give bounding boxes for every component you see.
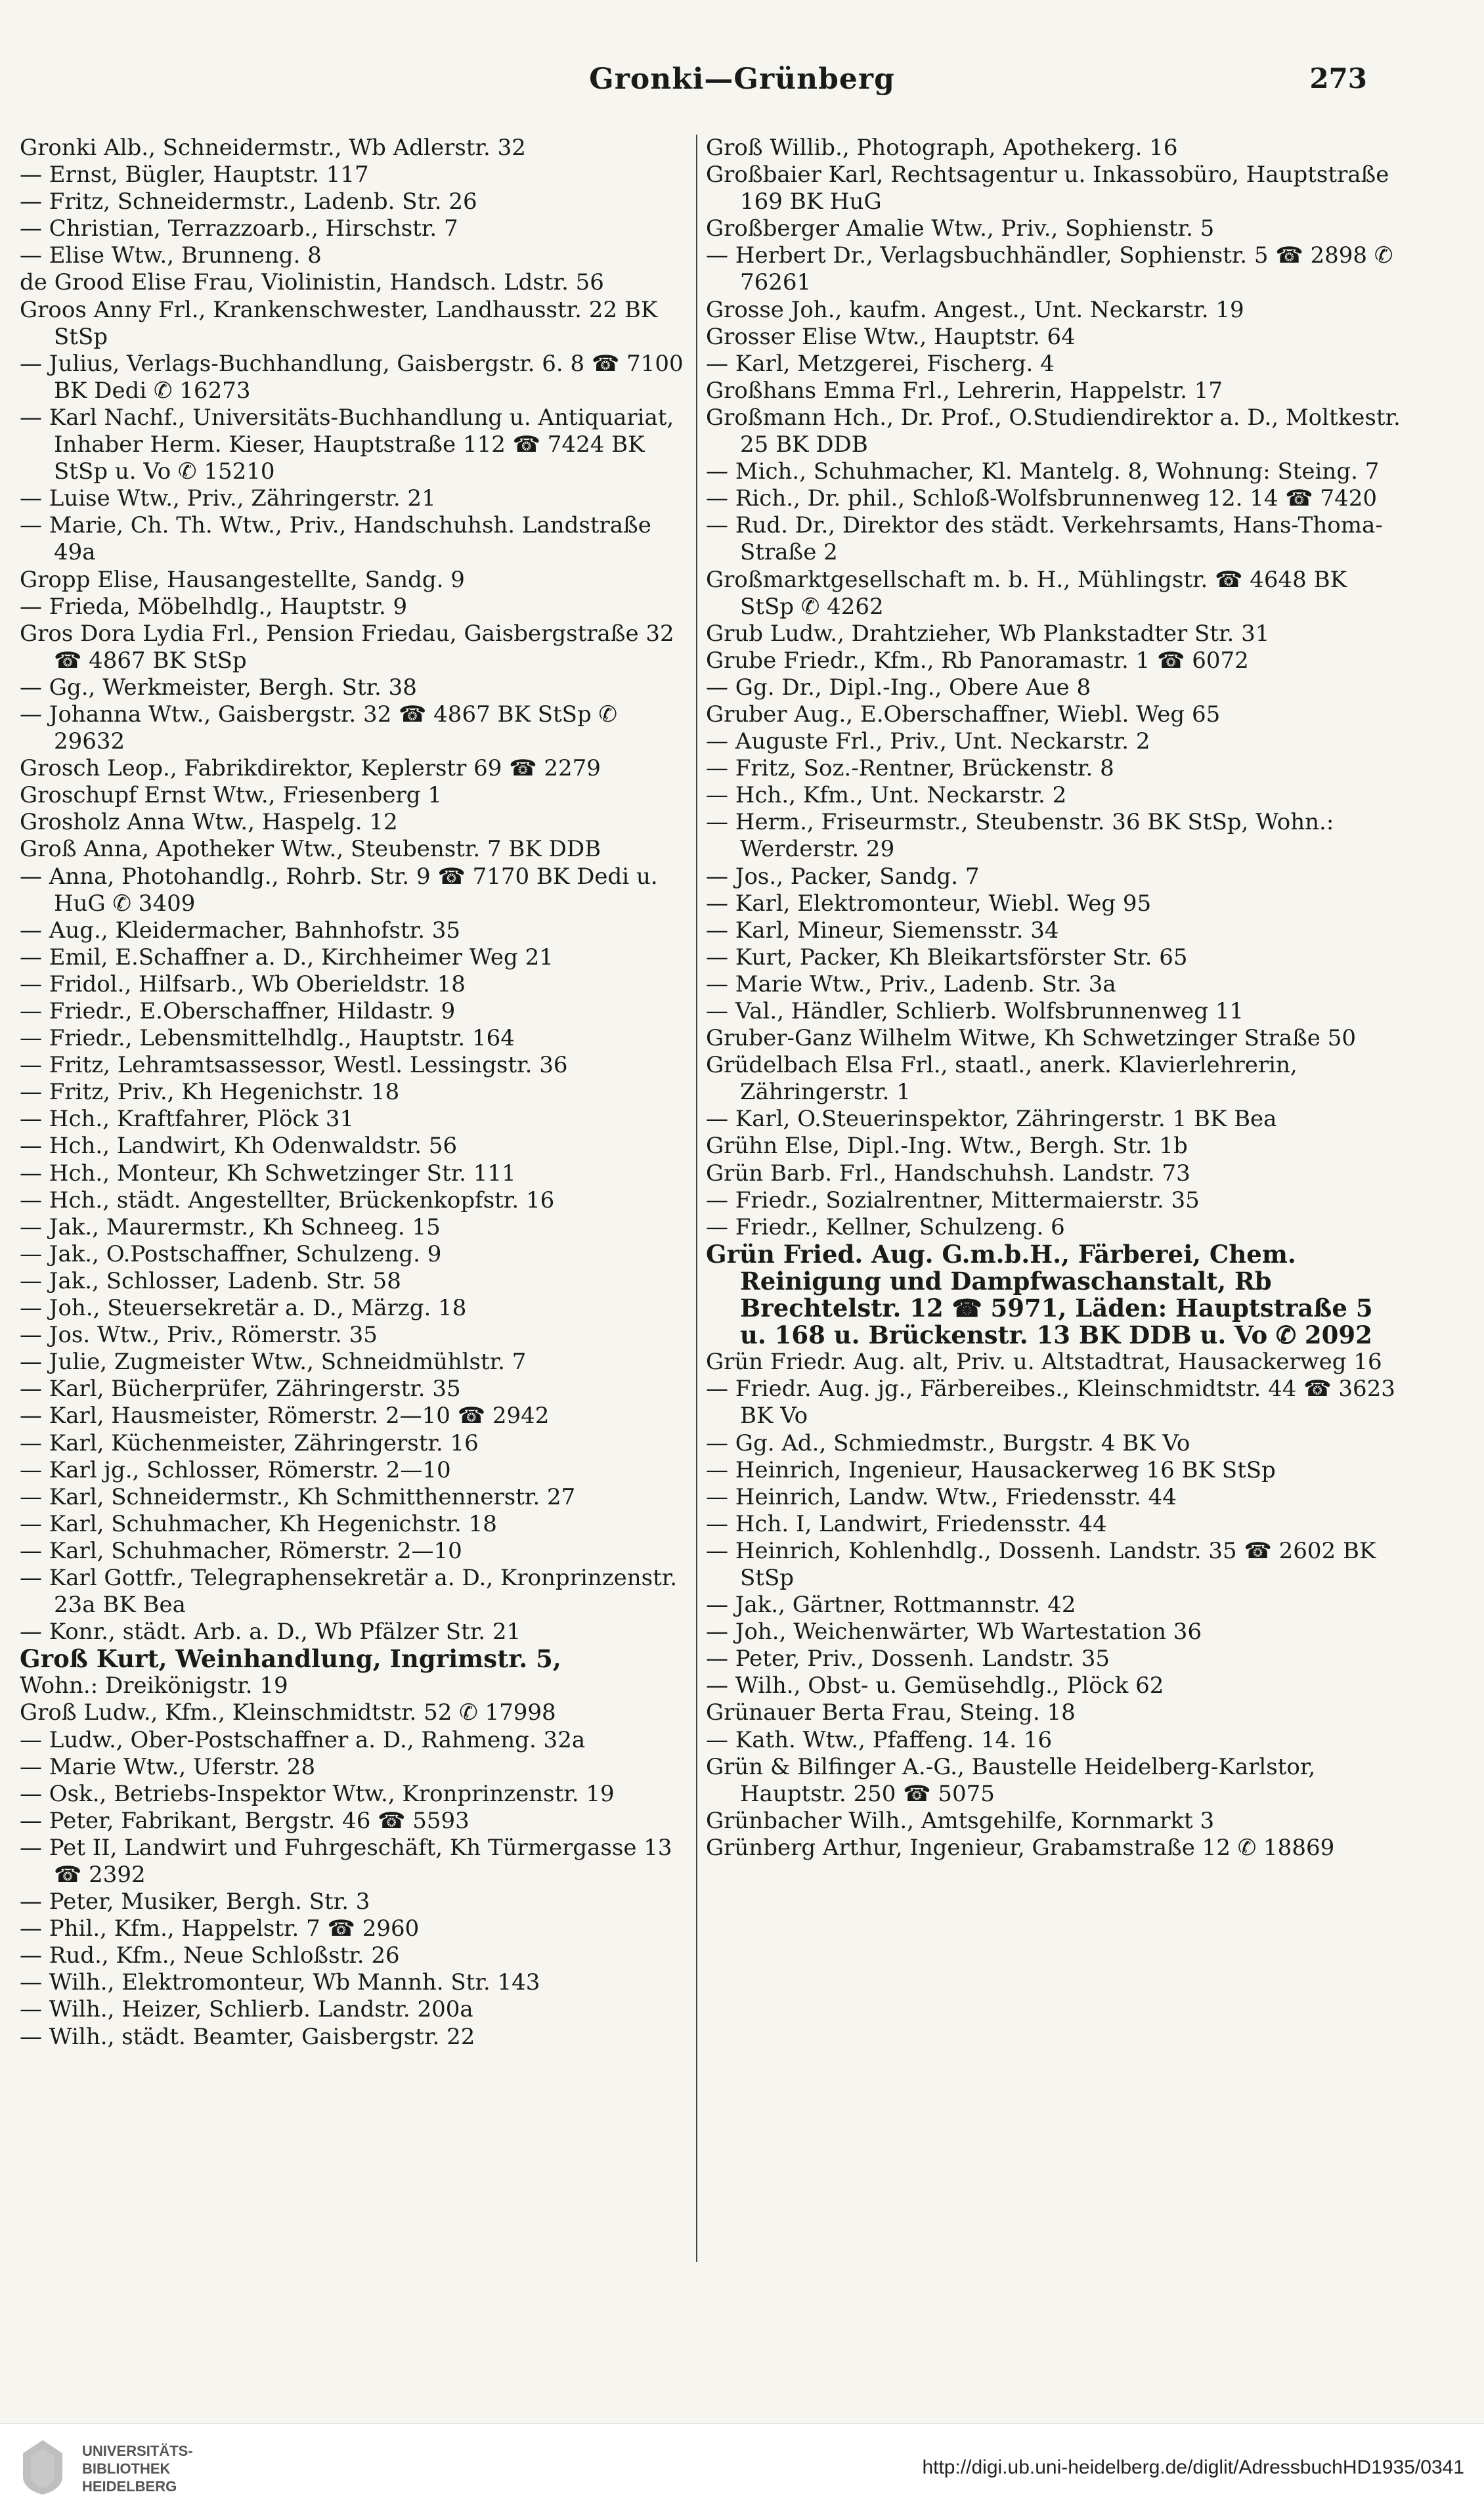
column-divider (696, 135, 697, 2262)
directory-entry: Großmann Hch., Dr. Prof., O.Studiendirektor a. D., Moltkestr. 25 BK DDB (706, 404, 1401, 458)
directory-entry: — Karl, Küchenmeister, Zähringerstr. 16 (20, 1430, 479, 1456)
directory-entry: Grün Friedr. Aug. alt, Priv. u. Altstadtrat, Hausackerweg 16 (706, 1349, 1382, 1376)
directory-entry: — Marie Wtw., Priv., Ladenb. Str. 3a (706, 971, 1116, 997)
directory-entry: — Phil., Kfm., Happelstr. 7 ☎ 2960 (20, 1915, 420, 1942)
directory-entry: — Karl, Mineur, Siemensstr. 34 (706, 917, 1059, 944)
directory-entry: — Friedr., Lebensmittelhdlg., Hauptstr. 164 (20, 1025, 515, 1052)
directory-entry: Großbaier Karl, Rechtsagentur u. Inkassobüro, Hauptstraße 169 BK HuG (706, 162, 1389, 215)
directory-entry: Groß Anna, Apotheker Wtw., Steubenstr. 7 BK DDB (20, 836, 601, 863)
directory-entry: Groß Willib., Photograph, Apothekerg. 16 (706, 135, 1178, 161)
directory-entry: — Karl, Schuhmacher, Kh Hegenichstr. 18 (20, 1510, 497, 1537)
directory-entry: Grünberg Arthur, Ingenieur, Grabamstraße 12 ✆ 18869 (706, 1834, 1335, 1861)
directory-entry: — Fritz, Schneidermstr., Ladenb. Str. 26 (20, 188, 477, 215)
left-column (20, 135, 689, 2275)
directory-entry: — Mich., Schuhmacher, Kl. Mantelg. 8, Wohnung: Steing. 7 (706, 458, 1380, 485)
directory-entry: — Hch. I, Landwirt, Friedensstr. 44 (706, 1510, 1107, 1537)
directory-entry: Grünauer Berta Frau, Steing. 18 (706, 1699, 1076, 1726)
directory-entry: — Hch., Monteur, Kh Schwetzinger Str. 111 (20, 1160, 516, 1187)
directory-entry: Grosholz Anna Wtw., Haspelg. 12 (20, 809, 398, 836)
directory-entry: — Rud. Dr., Direktor des städt. Verkehrsamts, Hans-Thoma-Straße 2 (706, 512, 1383, 566)
directory-entry: — Marie, Ch. Th. Wtw., Priv., Handschuhsh. Landstraße 49a (20, 512, 651, 566)
directory-entry: — Fritz, Priv., Kh Hegenichstr. 18 (20, 1079, 400, 1106)
directory-entry: — Gg. Ad., Schmiedmstr., Burgstr. 4 BK Vo (706, 1430, 1190, 1456)
directory-entry: Grühn Else, Dipl.-Ing. Wtw., Bergh. Str. 1b (706, 1133, 1188, 1160)
directory-entry: Wohn.: Dreikönigstr. 19 (20, 1672, 288, 1699)
directory-entry: — Peter, Fabrikant, Bergstr. 46 ☎ 5593 (20, 1807, 469, 1834)
directory-entry: — Heinrich, Ingenieur, Hausackerweg 16 BK StSp (706, 1456, 1276, 1483)
directory-entry: de Grood Elise Frau, Violinistin, Handsch. Ldstr. 56 (20, 269, 604, 296)
directory-entry: — Gg. Dr., Dipl.-Ing., Obere Aue 8 (706, 674, 1091, 701)
directory-entry: Grosser Elise Wtw., Hauptstr. 64 (706, 323, 1076, 350)
directory-entry: — Luise Wtw., Priv., Zähringerstr. 21 (20, 485, 436, 512)
directory-entry: Groß Ludw., Kfm., Kleinschmidtstr. 52 ✆ 17998 (20, 1699, 556, 1726)
directory-entry: Gronki Alb., Schneidermstr., Wb Adlerstr. 32 (20, 135, 526, 161)
directory-entry: — Auguste Frl., Priv., Unt. Neckarstr. 2 (706, 728, 1150, 755)
directory-entry: — Jak., O.Postschaffner, Schulzeng. 9 (20, 1240, 442, 1267)
directory-entry: — Rud., Kfm., Neue Schloßstr. 26 (20, 1942, 400, 1969)
directory-entry: — Karl, Schuhmacher, Römerstr. 2—10 (20, 1537, 462, 1564)
university-seal-icon (16, 2437, 69, 2496)
directory-entry: — Wilh., Elektromonteur, Wb Mannh. Str. 143 (20, 1969, 540, 1996)
directory-entry: Groschupf Ernst Wtw., Friesenberg 1 (20, 782, 442, 809)
directory-entry: Großberger Amalie Wtw., Priv., Sophienstr. 5 (706, 215, 1215, 242)
directory-entry: — Heinrich, Kohlenhdlg., Dossenh. Landstr. 35 ☎ 2602 BK StSp (706, 1537, 1376, 1591)
directory-entry: — Heinrich, Landw. Wtw., Friedensstr. 44 (706, 1483, 1177, 1510)
directory-entry: — Ernst, Bügler, Hauptstr. 117 (20, 162, 369, 188)
directory-entry: — Wilh., städt. Beamter, Gaisbergstr. 22 (20, 2023, 475, 2050)
directory-entry: Groß Kurt, Weinhandlung, Ingrimstr. 5, (20, 1644, 561, 1674)
directory-entry: Grüdelbach Elsa Frl., staatl., anerk. Klavierlehrerin, Zähringerstr. 1 (706, 1052, 1298, 1106)
directory-entry: — Emil, E.Schaffner a. D., Kirchheimer Weg 21 (20, 944, 554, 971)
directory-entry: Großhans Emma Frl., Lehrerin, Happelstr. 17 (706, 377, 1223, 404)
directory-entry: — Herm., Friseurmstr., Steubenstr. 36 BK StSp, Wohn.: Werderstr. 29 (706, 809, 1334, 863)
directory-entry: — Ludw., Ober-Postschaffner a. D., Rahmeng. 32a (20, 1726, 586, 1753)
directory-entry: — Fritz, Soz.-Rentner, Brückenstr. 8 (706, 755, 1114, 782)
directory-entry: — Konr., städt. Arb. a. D., Wb Pfälzer Str. 21 (20, 1619, 521, 1646)
directory-entry: — Elise Wtw., Brunneng. 8 (20, 242, 322, 269)
directory-entry: Gruber Aug., E.Oberschaffner, Wiebl. Weg 65 (706, 701, 1221, 728)
right-column (706, 135, 1402, 2275)
directory-entry: — Karl, Schneidermstr., Kh Schmitthennerstr. 27 (20, 1483, 576, 1510)
directory-entry: — Fridol., Hilfsarb., Wb Oberieldstr. 18 (20, 971, 466, 997)
directory-entry: Gropp Elise, Hausangestellte, Sandg. 9 (20, 566, 465, 593)
directory-entry: Großmarktgesellschaft m. b. H., Mühlingstr. ☎ 4648 BK StSp ✆ 4262 (706, 566, 1347, 620)
directory-entry: — Jak., Maurermstr., Kh Schneeg. 15 (20, 1213, 441, 1240)
directory-entry: Grün Barb. Frl., Handschuhsh. Landstr. 73 (706, 1160, 1190, 1187)
directory-entry: — Pet II, Landwirt und Fuhrgeschäft, Kh Türmergasse 13 ☎ 2392 (20, 1834, 672, 1888)
directory-entry: — Anna, Photohandlg., Rohrb. Str. 9 ☎ 7170 BK Dedi u. HuG ✆ 3409 (20, 863, 658, 917)
logo-line: UNIVERSITÄTS- (82, 2443, 193, 2459)
directory-entry: Groos Anny Frl., Krankenschwester, Landhausstr. 22 BK StSp (20, 296, 658, 350)
directory-entry: — Joh., Steuersekretär a. D., Märzg. 18 (20, 1295, 467, 1322)
directory-entry: — Friedr. Aug. jg., Färbereibes., Kleinschmidtstr. 44 ☎ 3623 BK Vo (706, 1376, 1395, 1430)
directory-entry: — Jos., Packer, Sandg. 7 (706, 863, 980, 890)
directory-entry: — Frieda, Möbelhdlg., Hauptstr. 9 (20, 593, 408, 620)
directory-entry: — Joh., Weichenwärter, Wb Wartestation 36 (706, 1619, 1202, 1646)
directory-entry: — Julie, Zugmeister Wtw., Schneidmühlstr. 7 (20, 1349, 527, 1376)
directory-entry: — Kurt, Packer, Kh Bleikartsförster Str. 65 (706, 944, 1188, 971)
directory-entry: Grube Friedr., Kfm., Rb Panoramastr. 1 ☎ 6072 (706, 647, 1249, 674)
directory-entry: — Friedr., Sozialrentner, Mittermaierstr. 35 (706, 1187, 1200, 1213)
directory-entry: Grün & Bilfinger A.-G., Baustelle Heidelberg-Karlstor, Hauptstr. 250 ☎ 5075 (706, 1753, 1316, 1807)
footer-bar (0, 2423, 1484, 2511)
directory-entry: Gruber-Ganz Wilhelm Witwe, Kh Schwetzinger Straße 50 (706, 1025, 1356, 1052)
directory-entry: — Jak., Gärtner, Rottmannstr. 42 (706, 1592, 1076, 1619)
directory-entry: — Rich., Dr. phil., Schloß-Wolfsbrunnenweg 12. 14 ☎ 7420 (706, 485, 1377, 512)
directory-entry: — Gg., Werkmeister, Bergh. Str. 38 (20, 674, 417, 701)
directory-entry: — Hch., städt. Angestellter, Brückenkopfstr. 16 (20, 1187, 555, 1213)
directory-entry: — Marie Wtw., Uferstr. 28 (20, 1753, 316, 1780)
directory-entry: — Peter, Priv., Dossenh. Landstr. 35 (706, 1646, 1110, 1672)
directory-entry: — Wilh., Heizer, Schlierb. Landstr. 200a (20, 1996, 473, 2023)
directory-entry: — Hch., Kfm., Unt. Neckarstr. 2 (706, 782, 1067, 809)
logo-line: HEIDELBERG (82, 2478, 177, 2495)
directory-entry: — Karl, Bücherprüfer, Zähringerstr. 35 (20, 1376, 461, 1403)
directory-entry: — Fritz, Lehramtsassessor, Westl. Lessingstr. 36 (20, 1052, 568, 1079)
directory-entry: Grün Fried. Aug. G.m.b.H., Färberei, Chem. Reinigung und Dampfwaschanstalt, Rb Brechtelstr. 12 ☎ 5971, Läden: Hauptstraße 5 u. 168 u. Brückenstr. 13 BK DDB u. Vo ✆ 2092 (706, 1239, 1373, 1350)
directory-entry: — Johanna Wtw., Gaisbergstr. 32 ☎ 4867 BK StSp ✆ 29632 (20, 701, 618, 755)
directory-entry: Gros Dora Lydia Frl., Pension Friedau, Gaisbergstraße 32 ☎ 4867 BK StSp (20, 620, 674, 674)
directory-entry: — Jos. Wtw., Priv., Römerstr. 35 (20, 1322, 378, 1349)
page-header (0, 62, 1484, 108)
directory-entry: — Karl, O.Steuerinspektor, Zähringerstr. 1 BK Bea (706, 1106, 1277, 1133)
directory-entry: — Hch., Kraftfahrer, Plöck 31 (20, 1106, 355, 1133)
directory-entry: — Kath. Wtw., Pfaffeng. 14. 16 (706, 1726, 1053, 1753)
directory-entry: Grosch Leop., Fabrikdirektor, Keplerstr 69 ☎ 2279 (20, 755, 601, 782)
running-head: Gronki—Grünberg (589, 62, 895, 96)
directory-entry: — Hch., Landwirt, Kh Odenwaldstr. 56 (20, 1133, 458, 1160)
directory-entry: — Karl Gottfr., Telegraphensekretär a. D., Kronprinzenstr. 23a BK Bea (20, 1564, 678, 1619)
library-logo-text (82, 2442, 193, 2495)
directory-entry: — Jak., Schlosser, Ladenb. Str. 58 (20, 1267, 401, 1294)
directory-entry: — Karl, Elektromonteur, Wiebl. Weg 95 (706, 890, 1152, 917)
directory-entry: — Karl, Metzgerei, Fischerg. 4 (706, 350, 1055, 377)
source-url-link[interactable]: http://digi.ub.uni-heidelberg.de/diglit/AdressbuchHD1935/0341 (922, 2456, 1464, 2478)
directory-entry: — Julius, Verlags-Buchhandlung, Gaisbergstr. 6. 8 ☎ 7100 BK Dedi ✆ 16273 (20, 350, 684, 404)
logo-line: BIBLIOTHEK (82, 2460, 171, 2477)
directory-entry: — Friedr., Kellner, Schulzeng. 6 (706, 1213, 1065, 1240)
directory-entry: — Aug., Kleidermacher, Bahnhofstr. 35 (20, 917, 461, 944)
directory-entry: — Christian, Terrazzoarb., Hirschstr. 7 (20, 215, 458, 242)
directory-entry: — Val., Händler, Schlierb. Wolfsbrunnenweg 11 (706, 998, 1244, 1024)
directory-entry: — Herbert Dr., Verlagsbuchhändler, Sophienstr. 5 ☎ 2898 ✆ 76261 (706, 242, 1393, 296)
directory-entry: Grosse Joh., kaufm. Angest., Unt. Neckarstr. 19 (706, 296, 1244, 323)
directory-entry: — Karl Nachf., Universitäts-Buchhandlung u. Antiquariat, Inhaber Herm. Kieser, Hauptstraße 112 ☎ 7424 BK StSp u. Vo ✆ 15210 (20, 404, 674, 485)
directory-entry: Grub Ludw., Drahtzieher, Wb Plankstadter Str. 31 (706, 620, 1270, 647)
directory-entry: Grünbacher Wilh., Amtsgehilfe, Kornmarkt 3 (706, 1807, 1215, 1834)
directory-entry: — Friedr., E.Oberschaffner, Hildastr. 9 (20, 998, 456, 1024)
directory-entry: — Wilh., Obst- u. Gemüsehdlg., Plöck 62 (706, 1672, 1164, 1699)
directory-entry: — Osk., Betriebs-Inspektor Wtw., Kronprinzenstr. 19 (20, 1780, 615, 1807)
directory-entry: — Karl jg., Schlosser, Römerstr. 2—10 (20, 1456, 451, 1483)
directory-entry: — Peter, Musiker, Bergh. Str. 3 (20, 1889, 370, 1915)
page-number: 273 (1309, 62, 1367, 95)
directory-entry: — Karl, Hausmeister, Römerstr. 2—10 ☎ 2942 (20, 1403, 550, 1430)
